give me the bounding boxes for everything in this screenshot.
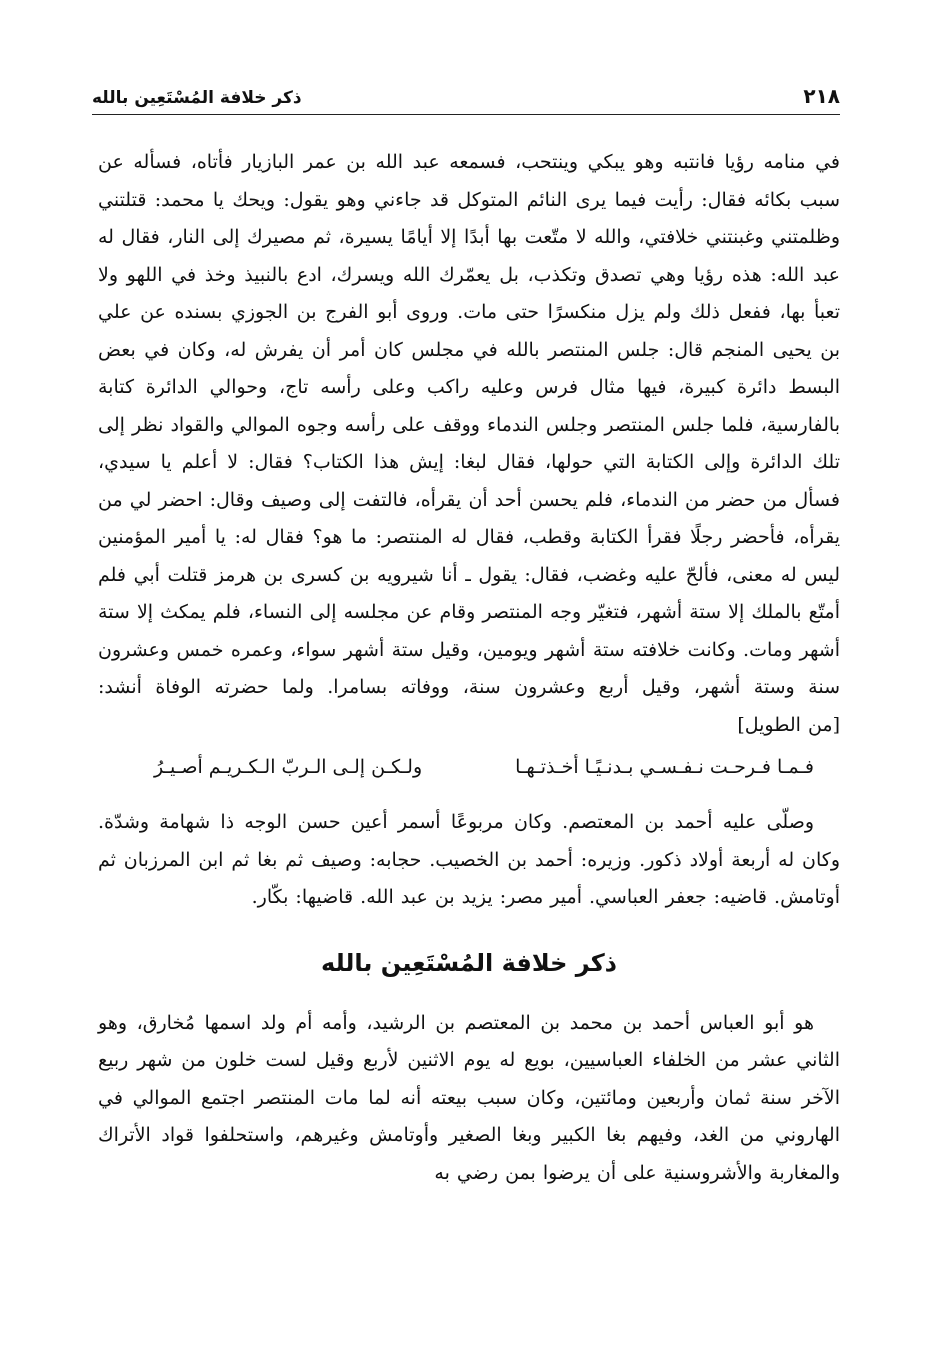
verse-second-hemistich: ولـكـن إلـى الـربّ الـكـريـم أصـيـرُ: [154, 756, 423, 778]
verse-line: [98, 756, 840, 790]
verse-first-hemistich: فـمـا فـرحـت نـفـسـي بـدنـيًـا أخـذتـهـا: [515, 756, 814, 778]
page-header: [92, 78, 840, 115]
section-heading: ذكر خلافة المُسْتَعِين بالله: [321, 948, 617, 977]
poetic-meter-label: [من الطويل]: [737, 713, 840, 736]
paragraph-section-start: هو أبو العباس أحمد بن محمد بن المعتصم بن الرشيد، وأمه أم ولد اسمها مُخارق، وهو الثاني عشر من الخلفاء العباسيين، بويع له يوم الاثنين لأربع وقيل لست خلون من شهر ربيع الآخر سنة ثمان وأربعين ومائتين، وكان سبب بيعته أنه لما مات المنتصر اجتمع الموالي في الهاروني من الغد، وفيهم بغا الكبير وبغا الصغير وأوتامش وغيرهم، واستحلفوا قواد الأتراك والمغاربة والأشروسنية على أن يرضوا بمن رضي به: [98, 1011, 840, 1184]
running-title: ذكر خلافة المُسْتَعِين بالله: [92, 88, 302, 108]
paragraph-after-verse: وصلّى عليه أحمد بن المعتصم. وكان مربوعًا أسمر أعين حسن الوجه ذا شهامة وشدّة. وكان له أربعة أولاد ذكور. وزيره: أحمد بن الخصيب. حجابه: وصيف ثم بغا ثم ابن المرزبان ثم أوتامش. قاضيه: جعفر العباسي. أمير مصر: يزيد بن عبد الله. قاضيها: بكّار.: [98, 811, 840, 908]
paragraph-continued: [98, 144, 840, 744]
page-number: ٢١٨: [803, 84, 840, 108]
page-body: [98, 144, 840, 1192]
paragraph-text: في منامه رؤيا فانتبه وهو يبكي وينتحب، فسمعه عبد الله بن عمر البازيار فأتاه، فسأله عن سبب بكائه فقال: رأيت فيما يرى النائم المتوكل قد جاءني وهو يقول: ويحك يا محمد: قتلتني وظلمتني وغبنتني خلافتي، والله لا متّعت بها أبدًا إلا أيامًا يسيرة، ثم مصيرك إلى النار، فقال له عبد الله: هذه رؤيا وهي تصدق وتكذب، بل يعمّرك الله ويسرك، ادع بالنبيذ وخذ في اللهو ولا تعبأ بها، ففعل ذلك ولم يزل منكسرًا حتى مات. وروى أبو الفرج بن الجوزي بسنده عن علي بن يحيى المنجم قال: جلس المنتصر بالله في مجلس كان أمر أن يفرش له، وكان في بعض البسط دائرة كبيرة، فيها مثال فرس وعليه راكب وعلى رأسه تاج، وحوالي الدائرة كتابة بالفارسية، فلما جلس المنتصر وجلس الندماء ووقف على رأسه وجوه الموالي والقواد نظر إلى تلك الدائرة وإلى الكتابة التي حولها، فقال لبغا: إيش هذا الكتاب؟ فقال: لا أعلم يا سيدي، فسأل من حضر من الندماء، فلم يحسن أحد أن يقرأه، فالتفت إلى وصيف وقال: احضر لي من يقرأه، فأحضر رجلًا فقرأ الكتابة وقطب، فقال له المنتصر: ما هو؟ فقال له: يا أمير المؤمنين ليس له معنى، فألحّ عليه وغضب، فقال: يقول ـ أنا شيرويه بن كسرى بن هرمز قتلت أبي فلم أمتّع بالملك إلا ستة أشهر، فتغيّر وجه المنتصر وقام عن مجلسه إلى النساء، فلم يمكث إلا ستة أشهر ومات. وكانت خلافته ستة أشهر ويومين، وقيل ستة أشهر سواء، وعمره خمس وعشرون سنة وستة أشهر، وقيل أربع وعشرون سنة، ووفاته بسامرا. ولما حضرته الوفاة أنشد:: [98, 151, 840, 698]
